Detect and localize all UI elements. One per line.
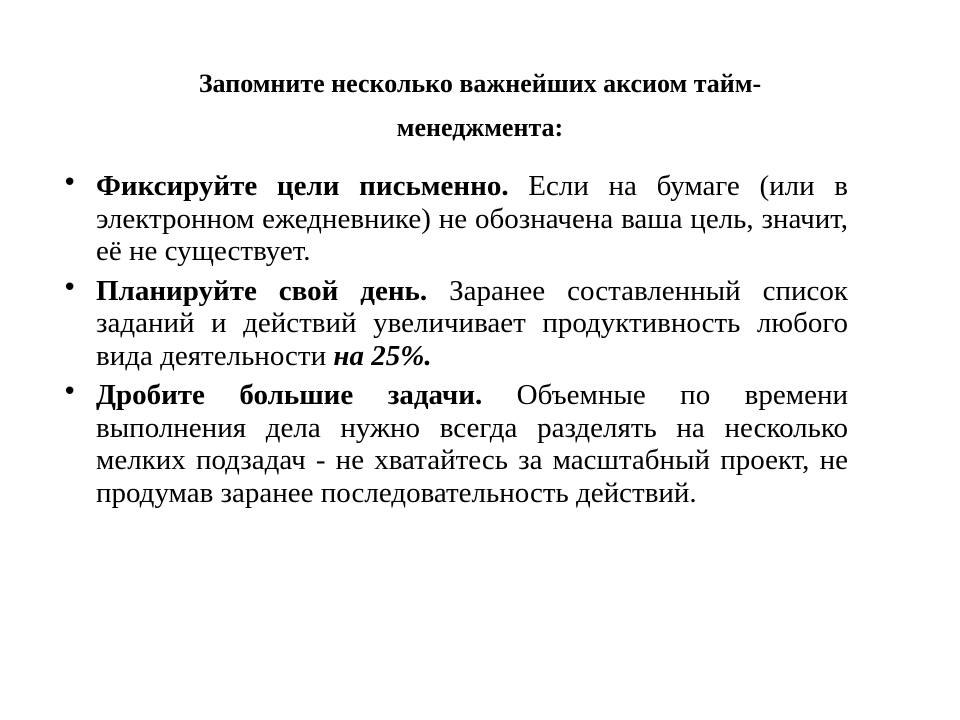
slide-title: Запомните несколько важнейших аксиом тайм-менеджмента: [198, 69, 762, 142]
bullet-item-fix-goals [62, 170, 848, 268]
bullet-emphasis: на 25%. [333, 339, 432, 372]
bullet-lead: Фиксируйте цели письменно. [96, 170, 509, 202]
bullet-icon: • [62, 272, 78, 303]
bullet-list [62, 170, 848, 516]
bullet-text: Заранее составленный список заданий и действий увеличивает продуктивность любого вида деятельности [96, 274, 849, 372]
bullet-lead: Дробите большие задачи. [96, 379, 483, 411]
bullet-item-plan-day [62, 272, 849, 373]
bullet-lead: Планируйте свой день. [96, 274, 428, 307]
bullet-icon: • [62, 168, 78, 198]
bullet-text: Объемные по времени выполнения дела нужно всегда разделять на несколько мелких подзадач - не хватайтесь за масштабный проект, не продумав заранее последовательность действий. [96, 379, 848, 509]
bullet-text: Если на бумаге (или в электронном ежедневнике) не обозначена ваша цель, значит, её не существует. [96, 170, 848, 267]
bullet-icon: • [62, 377, 78, 407]
bullet-item-split-tasks [62, 379, 848, 509]
